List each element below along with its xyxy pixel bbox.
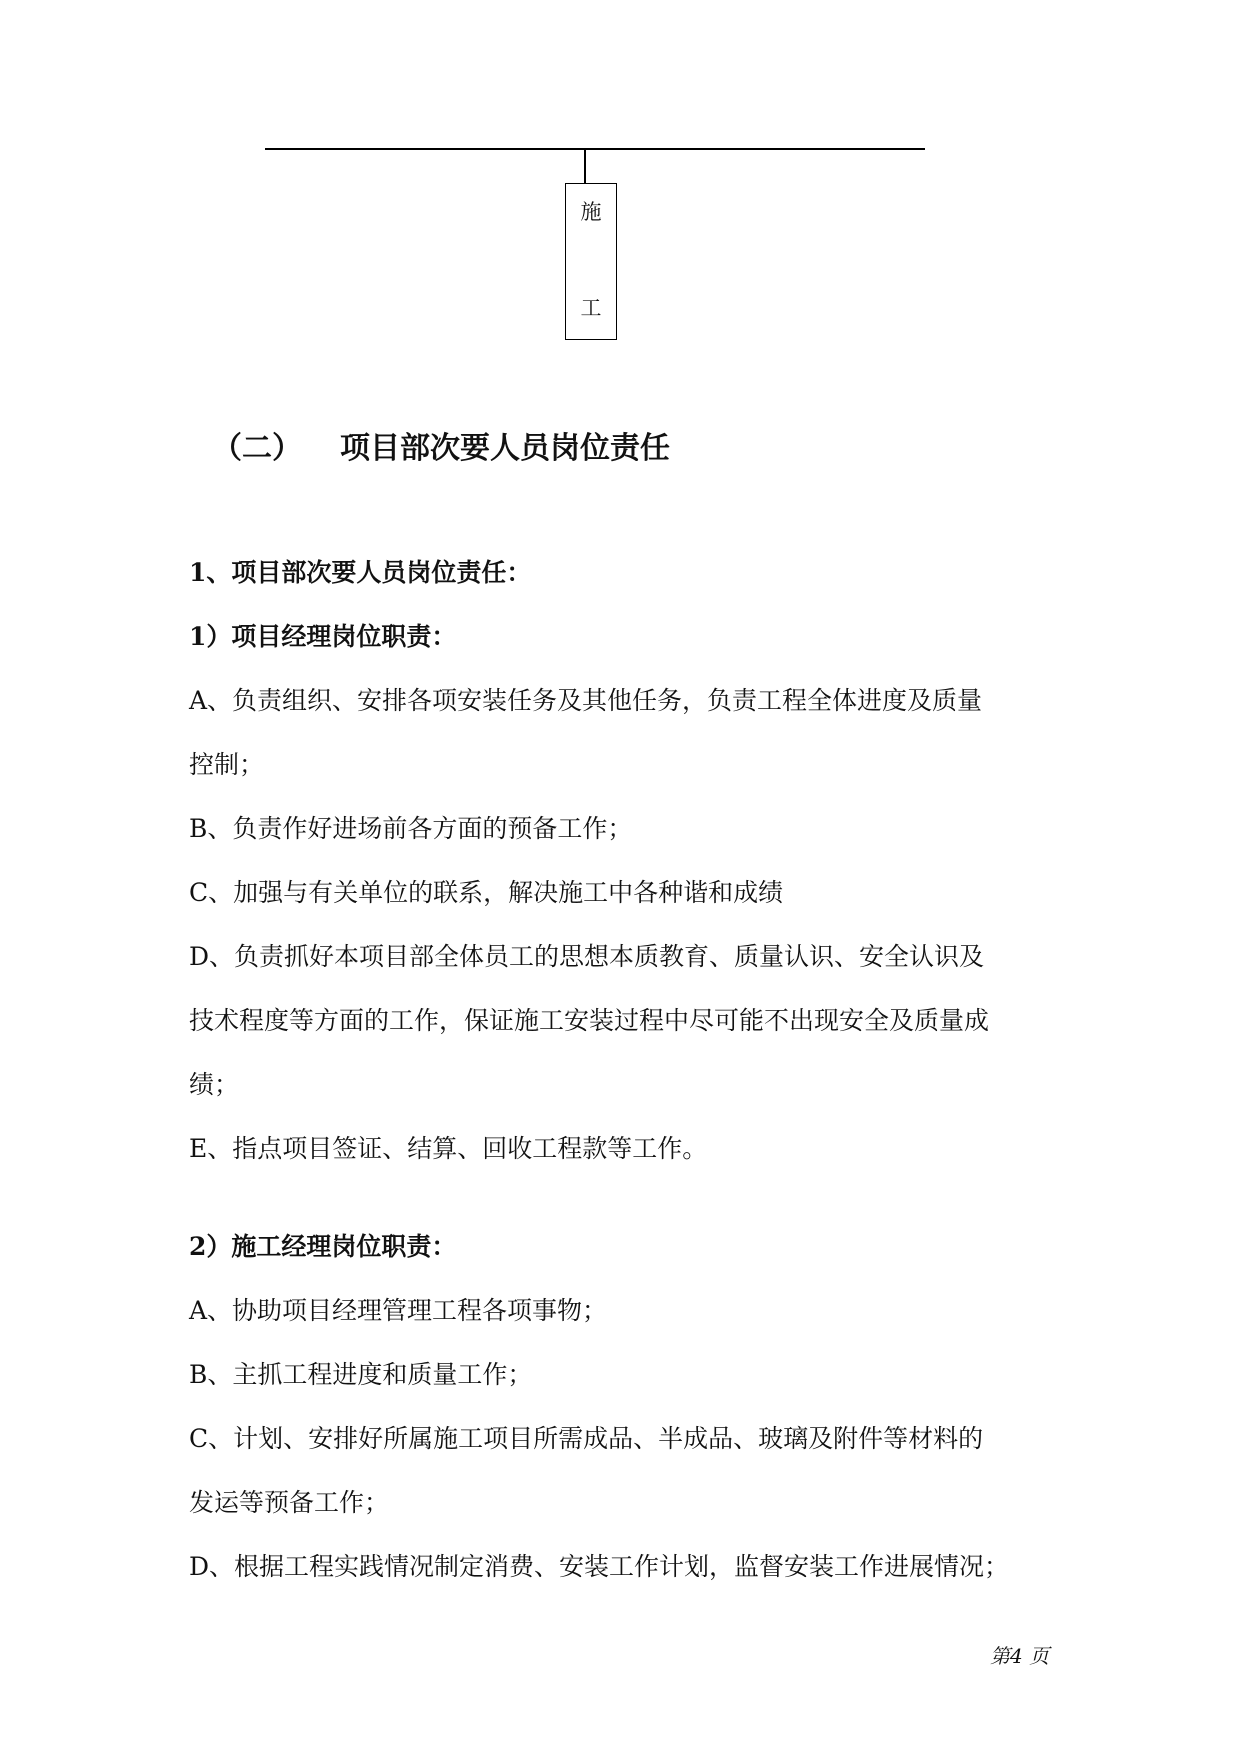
paragraph-line: 发运等预备工作； [189,1488,390,1517]
subheading-construction-manager: 2）施工经理岗位职责： [189,1232,457,1261]
paragraph-line: B、负责作好进场前各方面的预备工作； [189,814,633,843]
org-box-char-1: 施 [580,200,602,224]
org-chart-connector [584,149,586,184]
section-title: 项目部次要人员岗位责任 [340,431,670,466]
subheading-project-manager: 1）项目经理岗位职责： [189,622,457,651]
section-number: （二） [212,431,302,466]
org-chart-box-construction [565,183,617,340]
subheading-1: 1、项目部次要人员岗位责任： [189,558,532,587]
page-number: 第4 页 [990,1644,1050,1668]
paragraph-line: C、计划、安排好所属施工项目所需成品、半成品、玻璃及附件等材料的 [189,1424,984,1453]
paragraph-line: A、负责组织、安排各项安装任务及其他任务，负责工程全体进度及质量 [189,686,983,715]
paragraph-line: A、协助项目经理管理工程各项事物； [189,1296,608,1325]
paragraph-line: B、主抓工程进度和质量工作； [189,1360,533,1389]
paragraph-line: 技术程度等方面的工作，保证施工安装过程中尽可能不出现安全及质量成 [189,1006,990,1035]
org-box-char-2: 工 [580,296,602,320]
paragraph-line: C、加强与有关单位的联系，解决施工中各种谐和成绩 [189,878,784,907]
paragraph-line: 控制； [189,750,265,779]
paragraph-line: E、指点项目签证、结算、回收工程款等工作。 [189,1134,708,1163]
paragraph-line: D、负责抓好本项目部全体员工的思想本质教育、质量认识、安全认识及 [189,942,985,971]
section-heading [212,423,670,467]
paragraph-line: 绩； [189,1070,240,1099]
org-chart-horizontal-line [265,148,925,150]
paragraph-line: D、根据工程实践情况制定消费、安装工作计划，监督安装工作进展情况； [189,1552,1010,1581]
